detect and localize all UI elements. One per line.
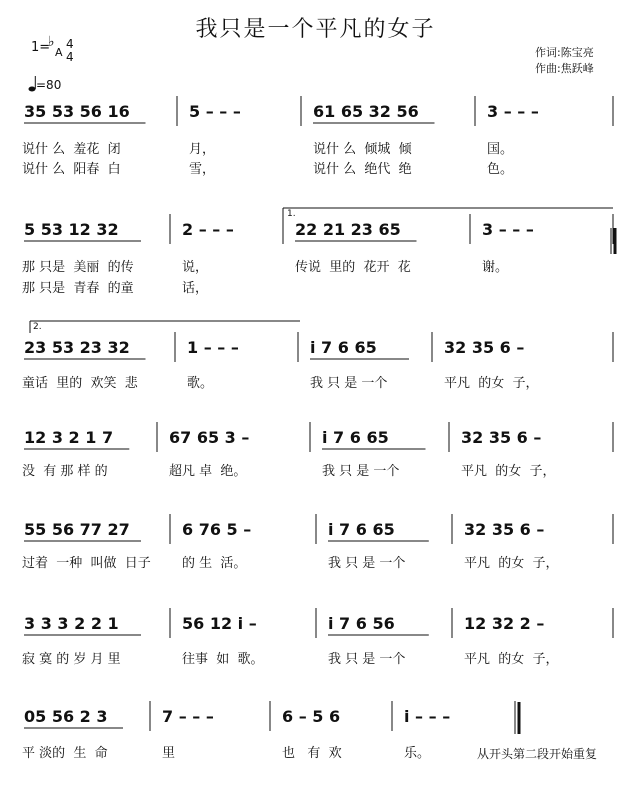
- lyric-segment: 平凡 的女 子，: [464, 556, 559, 571]
- measure: 35 53 56 16: [24, 102, 130, 121]
- time-top: 4: [66, 37, 74, 51]
- lyric-segment: 说什 么 倾城 倾: [313, 142, 412, 157]
- measure: 12 3 2 1 7: [24, 428, 114, 447]
- lyric-segment: 寂 寞 的 岁 月 里: [22, 652, 121, 667]
- lyric-segment: 的 生 活。: [182, 556, 247, 571]
- lyric-segment: 平 淡的 生 命: [22, 746, 108, 761]
- lyric-segment: 没 有 那 样 的: [22, 464, 108, 479]
- lyric-segment: 我 只 是 一个: [328, 556, 406, 571]
- lyric-segment: 那 只是 青春 的童: [22, 281, 134, 296]
- lyric-segment: 我 只 是 一个: [328, 652, 406, 667]
- measure: 56 12 i –: [182, 614, 257, 633]
- lyric-segment: 说什 么 羞花 闭: [22, 142, 121, 157]
- measure: 23 53 23 32: [24, 338, 130, 357]
- lyric-segment: 往事 如 歌。: [182, 652, 264, 667]
- tempo-value: =80: [36, 78, 62, 92]
- lyric-segment: 里: [162, 746, 176, 761]
- measure: i 7 6 56: [328, 614, 395, 633]
- lyric-segment: 说什 么 阳春 白: [22, 162, 121, 177]
- lyric-segment: 说，: [182, 260, 209, 275]
- composer-credit: 作曲:焦跃峰: [535, 62, 594, 75]
- measure: 7 – – –: [162, 707, 214, 726]
- key-note: A: [55, 46, 63, 59]
- repeat-instruction: 从开头第二段开始重复: [477, 747, 598, 761]
- measure: 32 35 6 –: [444, 338, 525, 357]
- lyric-segment: 平凡 的女 子，: [444, 376, 539, 391]
- lyric-segment: 也 有 欢: [282, 746, 342, 761]
- lyric-segment: 雪，: [189, 162, 216, 177]
- measure: 22 21 23 65: [295, 220, 401, 239]
- lyric-segment: 童话 里的 欢笑 悲: [22, 376, 138, 391]
- volta-2-label: 2.: [33, 322, 42, 332]
- lyric-segment: 超凡 卓 绝。: [169, 464, 247, 479]
- lyric-segment: 那 只是 美丽 的传: [22, 260, 134, 275]
- measure: 67 65 3 –: [169, 428, 250, 447]
- measure: 12 32 2 –: [464, 614, 545, 633]
- measure: 3 – – –: [487, 102, 539, 121]
- lyric-segment: 平凡 的女 子，: [461, 464, 556, 479]
- lyric-segment: 我 只 是 一个: [322, 464, 400, 479]
- measure: 32 35 6 –: [461, 428, 542, 447]
- measure: 2 – – –: [182, 220, 234, 239]
- measure: 32 35 6 –: [464, 520, 545, 539]
- measure: 55 56 77 27: [24, 520, 130, 539]
- measure: i – – –: [404, 707, 451, 726]
- lyric-segment: 话，: [182, 281, 209, 296]
- flat-sign: ♭: [48, 34, 55, 50]
- song-title: 我只是一个平凡的女子: [195, 17, 436, 42]
- lyric-segment: 过着 一种 叫做 日子: [22, 556, 151, 571]
- lyricist-credit: 作词:陈宝亮: [535, 46, 594, 59]
- measure: 3 3 3 2 2 1: [24, 614, 119, 633]
- volta-1-label: 1.: [287, 209, 296, 219]
- measure: 5 – – –: [189, 102, 241, 121]
- measure: i 7 6 65: [328, 520, 395, 539]
- measure: i 7 6 65: [322, 428, 389, 447]
- measure: 1 – – –: [187, 338, 239, 357]
- lyric-segment: 乐。: [404, 746, 431, 761]
- measure: 5 53 12 32: [24, 220, 119, 239]
- lyric-segment: 月，: [189, 142, 216, 157]
- lyric-segment: 平凡 的女 子，: [464, 652, 559, 667]
- measure: 6 76 5 –: [182, 520, 252, 539]
- lyric-segment: 国。: [487, 142, 514, 157]
- time-bottom: 4: [66, 50, 74, 64]
- measure: i 7 6 65: [310, 338, 377, 357]
- measure: 05 56 2 3: [24, 707, 108, 726]
- lyric-segment: 色。: [487, 162, 514, 177]
- measure: 6 – 5 6: [282, 707, 341, 726]
- lyric-segment: 我 只 是 一个: [310, 376, 388, 391]
- measure: 61 65 32 56: [313, 102, 419, 121]
- lyric-segment: 歌。: [187, 376, 214, 391]
- lyric-segment: 说什 么 绝代 绝: [313, 162, 412, 177]
- measure: 3 – – –: [482, 220, 534, 239]
- key-prefix: 1=: [31, 40, 51, 55]
- lyric-segment: 谢。: [482, 260, 509, 275]
- lyric-segment: 传说 里的 花开 花: [295, 260, 411, 275]
